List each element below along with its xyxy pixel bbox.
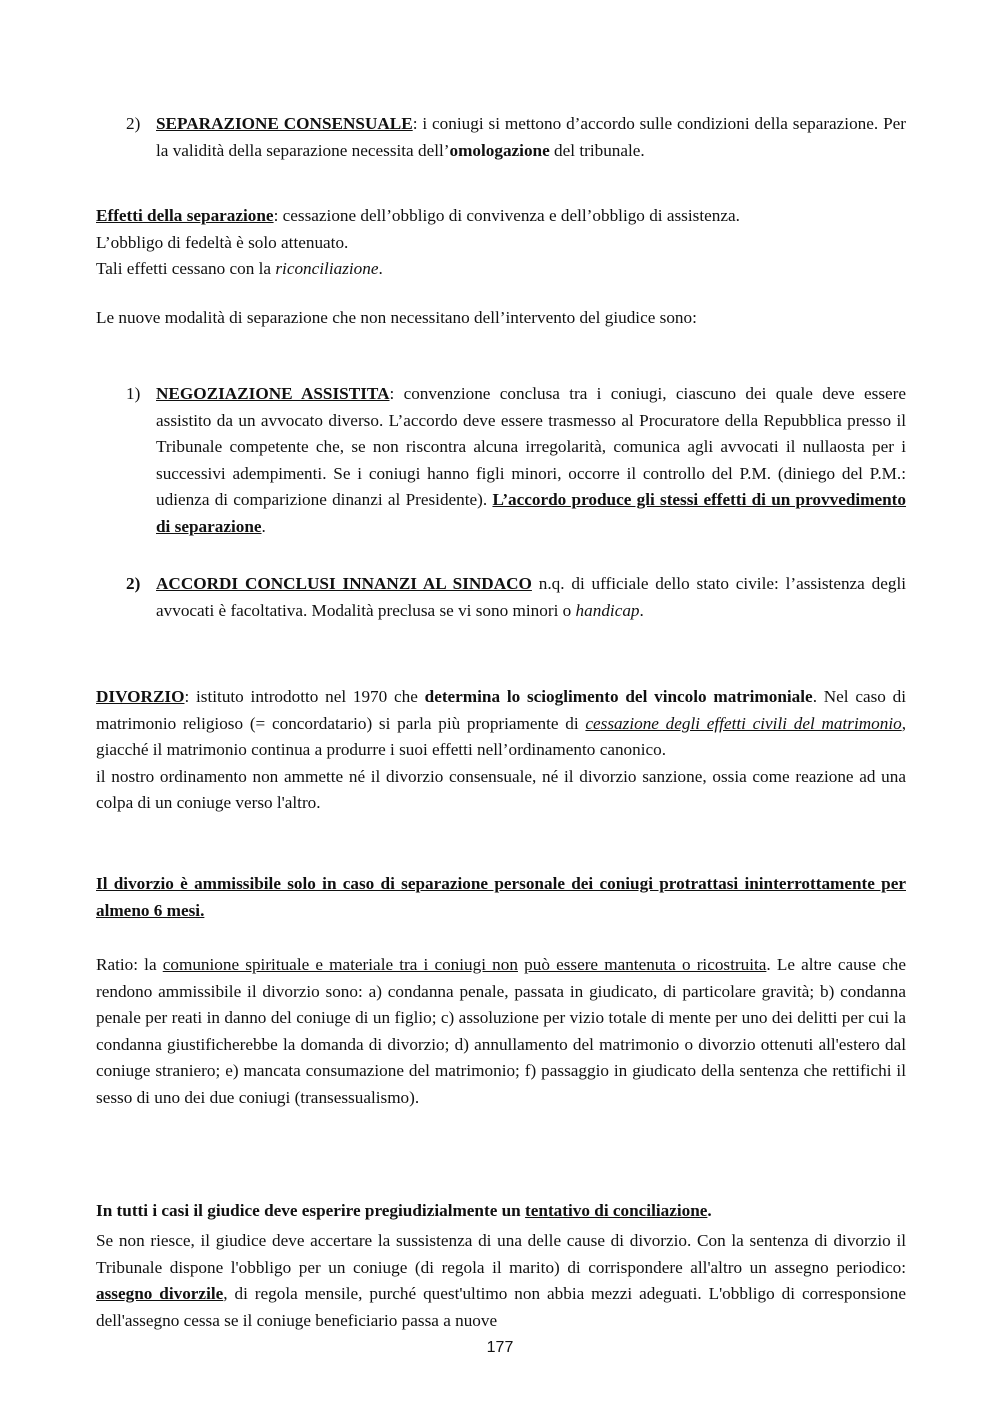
term-handicap: handicap	[575, 600, 640, 620]
text-segment: .	[378, 259, 383, 278]
page-number: 177	[486, 1339, 514, 1356]
effetti-line-2: L’obbligo di fedeltà è solo attenuato.	[96, 232, 349, 252]
paragraph-divorzio	[96, 684, 906, 817]
text-segment: , giacché il matrimonio continua a produrre i suoi effetti nell’ordinamento canonico.	[96, 713, 906, 759]
term-tentativo-conciliazione: tentativo di conciliazione	[525, 1201, 708, 1220]
text-segment: .	[639, 600, 644, 620]
mantenuta-underlined: può essere mantenuta o ricostruita	[524, 955, 767, 974]
term-negoziazione-assistita: NEGOZIAZIONE ASSISTITA	[156, 384, 390, 403]
list-item-separazione-consensuale	[96, 111, 906, 164]
text-segment: In tutti i casi il giudice deve esperire pregiudizialmente un	[96, 1201, 526, 1220]
paragraph-assegno	[96, 1228, 906, 1334]
term-accordi-sindaco: ACCORDI CONCLUSI INNANZI AL SINDACO	[156, 574, 532, 593]
term-cessazione-effetti-civili: cessazione degli effetti civili del matrimonio	[585, 713, 902, 733]
list-item-text	[156, 571, 906, 624]
paragraph-ammissibile: Il divorzio è ammissibile solo in caso di separazione personale dei coniugi protrattasi ininterrottamente per almeno 6 mesi.	[96, 874, 906, 920]
paragraph-effetti	[96, 203, 906, 283]
list-number: 2)	[126, 574, 141, 593]
text-segment: Ratio: la	[96, 955, 163, 974]
list-item-accordi-sindaco	[96, 571, 906, 624]
text-segment: n.q. di ufficiale dello stato civile: l’assistenza degli avvocati è facoltativa. Modalità preclusa se vi sono minori o	[156, 574, 906, 620]
term-riconciliazione: riconciliazione	[275, 259, 379, 278]
heading-effetti: Effetti della separazione	[96, 206, 274, 225]
list-item-text	[156, 381, 906, 540]
text-segment: Tali effetti cessano con la	[96, 259, 276, 278]
term-divorzio: DIVORZIO	[96, 687, 185, 706]
text-segment: , di regola mensile, purché quest'ultimo non abbia mezzi adeguati. L'obbligo di corresponsione dell'assegno cessa se il coniuge beneficiario passa a nuove	[96, 1284, 906, 1330]
list-item-negoziazione	[96, 381, 906, 540]
paragraph-nuove-modalita: Le nuove modalità di separazione che non necessitano dell’intervento del giudice sono:	[96, 308, 697, 327]
text-segment: . Nel caso di matrimonio religioso (= concordatario) si parla più propriamente di	[96, 687, 907, 733]
text-segment: .	[261, 516, 266, 536]
text-segment: .	[707, 1201, 712, 1220]
list-item-text	[156, 111, 906, 164]
text-segment: del tribunale.	[549, 140, 645, 160]
text-segment: Se non riesce, il giudice deve accertare la sussistenza di una delle cause di divorzio. Con la sentenza di divorzio il Tribunale dispone l'obbligo per un coniuge (di regola il marito) di corrispondere all'altro un assegno periodico:	[96, 1231, 906, 1277]
paragraph-ratio	[96, 952, 906, 1111]
list-number: 2)	[126, 114, 141, 133]
divorzio-ordinamento-line: il nostro ordinamento non ammette né il divorzio consensuale, né il divorzio sanzione, ossia come reazione ad una colpa di un coniuge verso l'altro.	[96, 766, 906, 812]
text-segment: : istituto introdotto nel 1970 che	[184, 687, 425, 706]
effetti-line-3	[96, 256, 906, 283]
paragraph-conciliazione	[96, 1198, 906, 1225]
text-segment: . Le altre cause che rendono ammissibile il divorzio sono: a) condanna penale, passata in giudicato, di particolare gravità; b) condanna penale per reati in danno del coniuge di un figlio; c) assoluzione per vizio totale di mente per uno dei delitti per cui la condanna giustificherebbe la domanda di divorzio; d) annullamento del matrimonio o divorzio ottenuti all'estero dal coniuge straniero; e) mancata consumazione del matrimonio; f) passaggio in giudicato della sentenza che rettifichi il sesso di uno dei due coniugi (transessualismo).	[96, 955, 906, 1107]
effetti-line-1	[96, 203, 906, 230]
comunione-underlined: comunione spirituale e materiale tra i coniugi non	[162, 955, 518, 974]
text-segment: : cessazione dell’obbligo di convivenza e dell’obbligo di assistenza.	[273, 206, 740, 225]
term-omologazione: omologazione	[449, 140, 550, 160]
term-assegno-divorzile: assegno divorzile	[96, 1284, 224, 1303]
text-segment: : convenzione conclusa tra i coniugi, ciascuno dei quale deve essere assistito da un avvocato diverso. L’accordo deve essere trasmesso al Procuratore della Repubblica presso il Tribunale competente che, se non riscontra alcuna irregolarità, comunica agli avvocati il nullaosta per i successivi adempimenti. Se i coniugi hanno figli minori, occorre il controllo del P.M. (diniego del P.M.: udienza di comparizione dinanzi al Presidente).	[156, 384, 906, 509]
text-segment: : i coniugi si mettono d’accordo sulle condizioni della separazione. Per la validità della separazione necessita dell’	[156, 114, 906, 160]
accordo-effetti-statement: L’accordo produce gli stessi effetti di un provvedimento di separazione	[156, 490, 907, 536]
term-separazione-consensuale: SEPARAZIONE CONSENSUALE	[156, 114, 413, 133]
list-number: 1)	[126, 384, 141, 403]
divorzio-definition: determina lo scioglimento del vincolo matrimoniale	[424, 687, 813, 706]
